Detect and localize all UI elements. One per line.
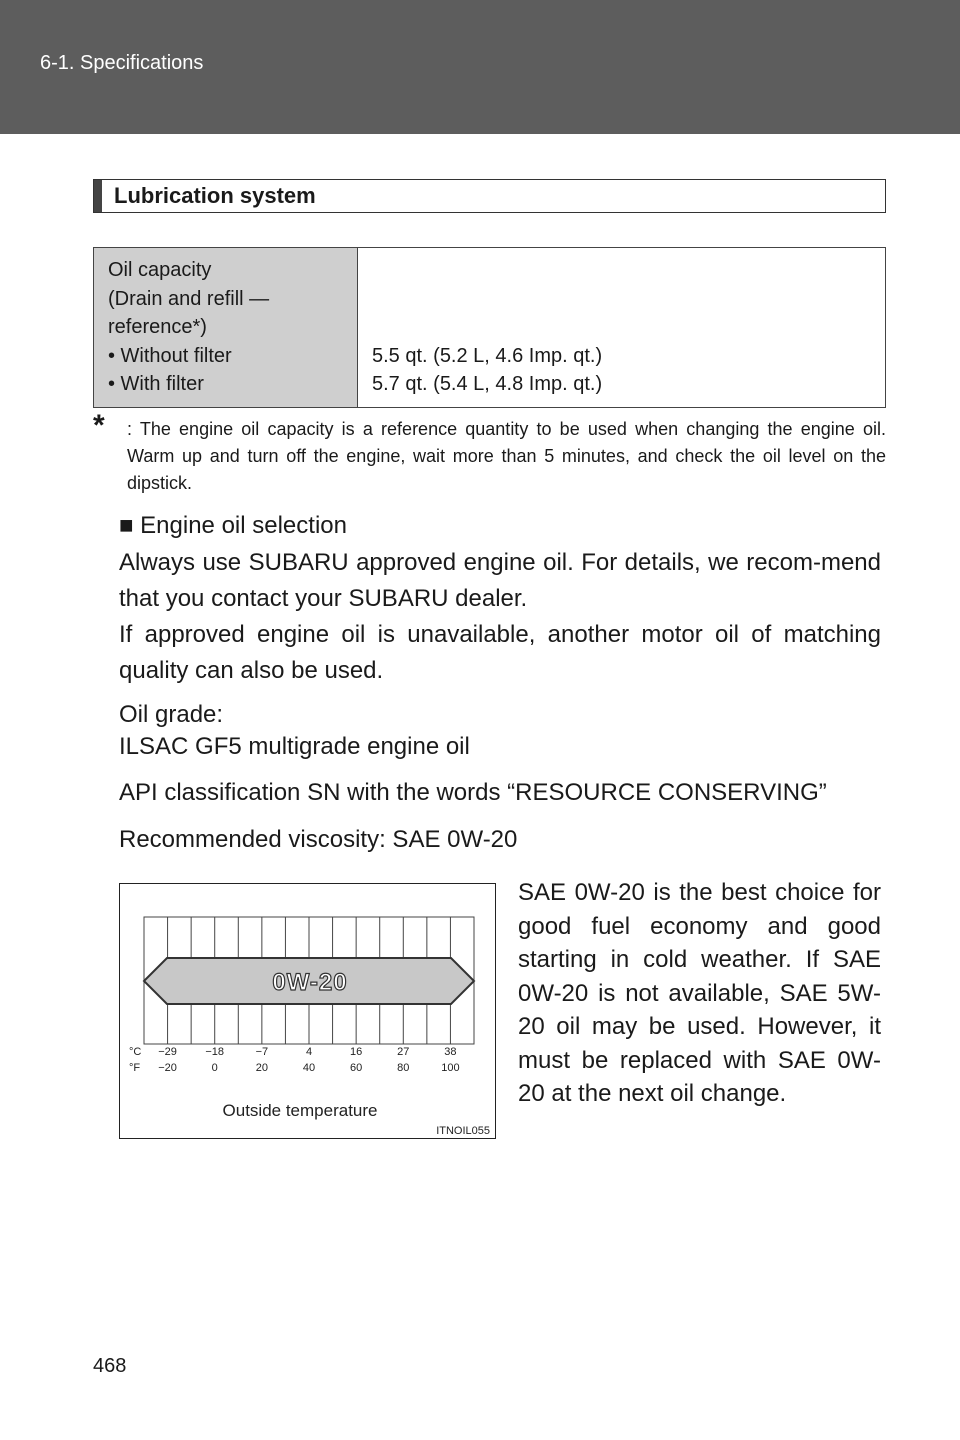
viscosity-band-label: 0W-20 bbox=[272, 969, 348, 996]
celsius-tick-label: 38 bbox=[444, 1046, 457, 1058]
celsius-tick-label: 4 bbox=[305, 1046, 313, 1058]
spec-value-with-filter: 5.7 qt. (5.4 L, 4.8 Imp. qt.) bbox=[372, 373, 603, 395]
oil-grade-label: Oil grade: bbox=[119, 701, 224, 728]
section-title-bar bbox=[93, 179, 886, 213]
figure-code: ITNOIL055 bbox=[436, 1125, 490, 1137]
fahrenheit-unit-label: °F bbox=[129, 1062, 141, 1074]
spec-label-line: • Without filter bbox=[108, 344, 232, 367]
spec-label-line: reference*) bbox=[108, 316, 207, 338]
page-number: 468 bbox=[93, 1355, 127, 1377]
celsius-unit-label: °C bbox=[129, 1046, 142, 1058]
fahrenheit-tick-label: 100 bbox=[441, 1062, 460, 1074]
fahrenheit-tick-label: 40 bbox=[302, 1062, 316, 1074]
page-header bbox=[0, 0, 960, 134]
spec-label-line: (Drain and refill — bbox=[108, 287, 270, 310]
celsius-tick-label: −7 bbox=[255, 1046, 269, 1058]
engine-oil-paragraph-1: Always use SUBARU approved engine oil. For details, we recom-mend that you contact your SUBARU dealer. bbox=[119, 549, 881, 612]
fahrenheit-tick-label: 0 bbox=[211, 1062, 218, 1074]
chart-caption: Outside temperature bbox=[222, 1101, 378, 1120]
spec-value-without-filter: 5.5 qt. (5.2 L, 4.6 Imp. qt.) bbox=[372, 344, 603, 367]
recommended-viscosity: Recommended viscosity: SAE 0W-20 bbox=[119, 826, 518, 853]
section-marker bbox=[94, 180, 102, 212]
oil-grade-api: API classification SN with the words “RESOURCE CONSERVING” bbox=[119, 779, 827, 806]
fahrenheit-tick-label: 20 bbox=[255, 1062, 268, 1074]
viscosity-chart-svg bbox=[120, 884, 497, 1140]
table-row bbox=[94, 248, 886, 408]
celsius-tick-label: 27 bbox=[397, 1046, 410, 1058]
celsius-tick-label: 16 bbox=[350, 1046, 363, 1058]
footnote bbox=[93, 409, 886, 497]
celsius-tick-label: −29 bbox=[158, 1046, 177, 1058]
engine-oil-heading: ■ Engine oil selection bbox=[119, 512, 347, 539]
footnote-marker: * bbox=[93, 409, 105, 442]
viscosity-side-text: SAE 0W-20 is the best choice for good fuel economy and good starting in cold weather. If SAE 0W-20 is not available, SAE 5W-20 oil may be used. However, it must be replaced with SAE 0W-20 at the next oil change. bbox=[518, 879, 881, 1107]
spec-label-line: • With filter bbox=[108, 373, 204, 395]
fahrenheit-tick-label: 80 bbox=[397, 1062, 410, 1074]
spec-label-cell bbox=[94, 248, 358, 408]
oil-grade-ilsac: ILSAC GF5 multigrade engine oil bbox=[119, 733, 470, 760]
engine-oil-paragraph-2: If approved engine oil is unavailable, another motor oil of matching quality can also be used. bbox=[119, 621, 881, 684]
section-title: Lubrication system bbox=[114, 183, 316, 208]
spec-value-cell bbox=[358, 248, 886, 408]
spec-label-line: Oil capacity bbox=[108, 259, 212, 281]
spec-table bbox=[93, 247, 886, 408]
fahrenheit-tick-label: −20 bbox=[158, 1062, 177, 1074]
viscosity-temperature-chart bbox=[119, 883, 496, 1139]
footnote-text: : The engine oil capacity is a reference quantity to be used when changing the engine oil. Warm up and turn off the engine, wait more than 5 minutes, and check the oil level on the dipstick. bbox=[127, 419, 886, 493]
fahrenheit-tick-label: 60 bbox=[350, 1062, 363, 1074]
header-section-title: 6-1. Specifications bbox=[40, 52, 204, 74]
celsius-tick-label: −18 bbox=[205, 1046, 225, 1058]
